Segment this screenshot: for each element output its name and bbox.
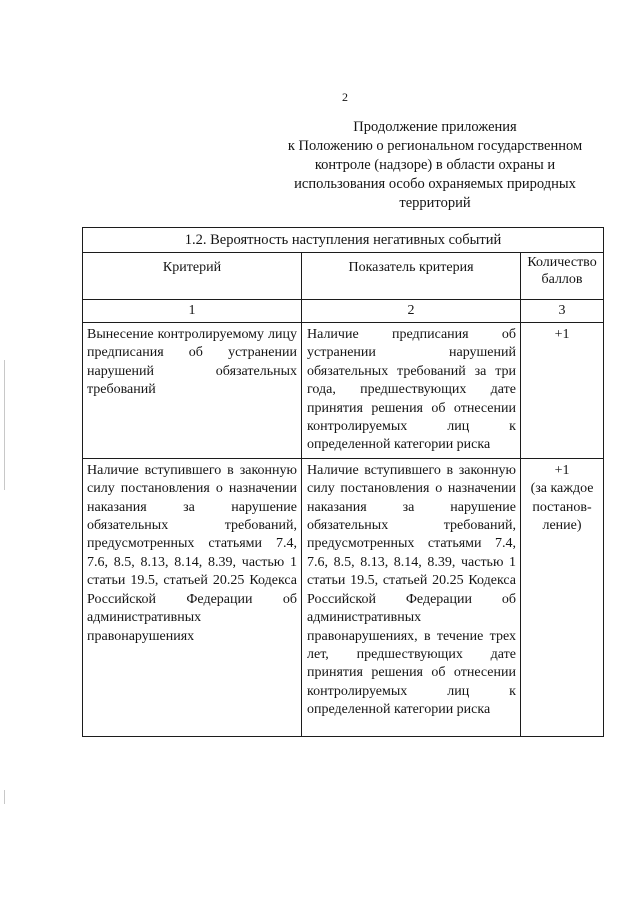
points-cell [521,458,604,736]
appendix-heading-line: территорий [399,195,471,211]
table-title-row [83,228,604,253]
scan-margin-mark [4,360,5,490]
table-row [83,458,604,736]
appendix-heading-line: к Положению о региональном государственном [287,138,583,154]
indicator-cell: Наличие вступившего в законную силу постановления о назначении наказания за нарушение обязательных требований, предусмотренных статьями 7.4, 7.6, 8.5, 8.13, 8.14, 8.39, частью 1 статьи 19.5, статьей 20.25 Кодекса Российской Федерации об административных правонарушениях, в течение трех лет, предшествующих дате принятия решения об отнесении контролируемых лиц к определенной категории риска [302,458,521,736]
header-criterion: Критерий [83,253,302,300]
column-number: 2 [302,300,521,323]
table-row [83,323,604,459]
column-number: 1 [83,300,302,323]
criterion-cell: Наличие вступившего в законную силу постановления о назначении наказания за нарушение обязательных требований, предусмотренных статьями 7.4, 7.6, 8.5, 8.13, 8.14, 8.39, частью 1 статьи 19.5, статьей 20.25 Кодекса Российской Федерации об административных правонарушениях [83,458,302,736]
header-points: Количество баллов [521,253,604,300]
points-cell [521,323,604,459]
points-value: +1 [554,327,570,342]
points-value: +1 [554,462,570,478]
appendix-heading-line: Продолжение приложения [353,119,517,135]
column-number-row [83,300,604,323]
table-section-title: 1.2. Вероятность наступления негативных событий [83,228,604,253]
column-number: 3 [521,300,604,323]
table-header-row [83,253,604,300]
header-indicator: Показатель критерия [302,253,521,300]
indicator-cell: Наличие предписания об устранении нарушений обязательных требований за три года, предшествующих дате принятия решения об отнесении контролируемых лиц к определенной категории риска [302,323,521,459]
scan-margin-mark [4,790,5,804]
points-note: (за каждое постановление) [530,481,594,534]
appendix-heading-line: контроле (надзоре) в области охраны и [314,157,556,173]
appendix-heading-line: использования особо охраняемых природных [294,176,576,192]
criterion-cell: Вынесение контролируемому лицу предписания об устранении нарушений обязательных требований [83,323,302,459]
page-number: 2 [342,90,348,104]
appendix-heading [270,118,600,213]
risk-criteria-table [82,227,604,737]
